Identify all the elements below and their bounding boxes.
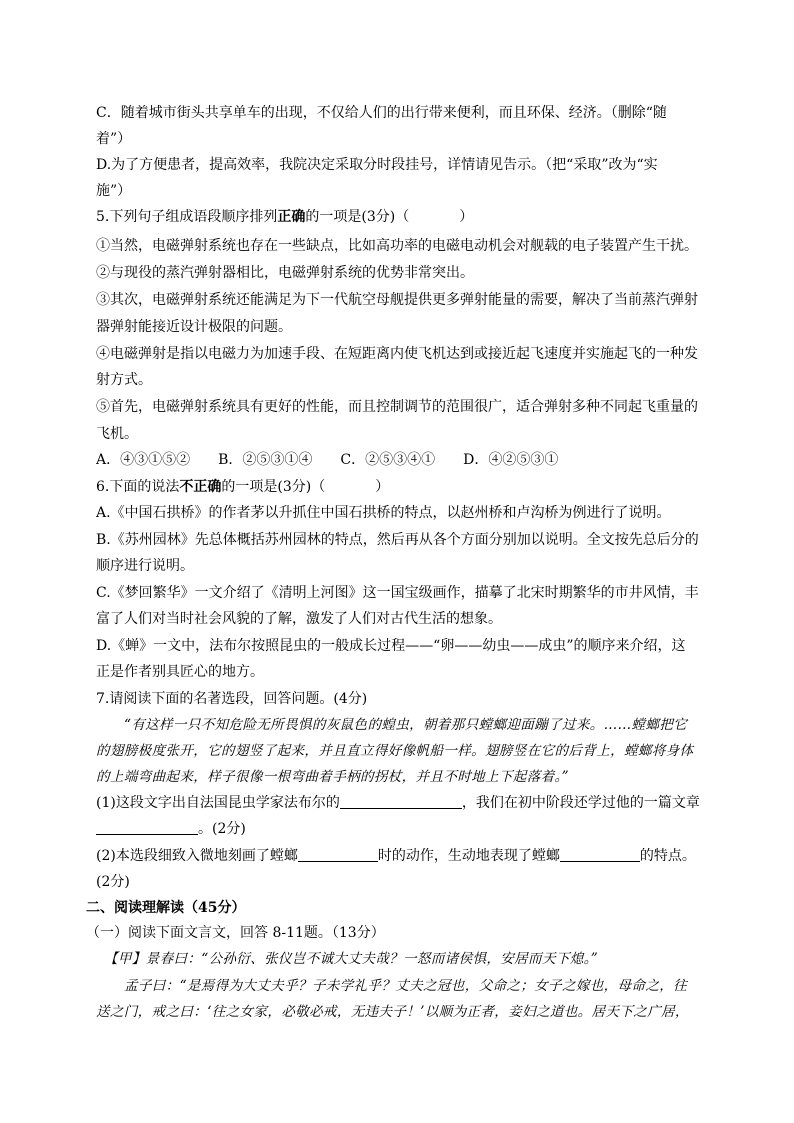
q7-2-mid: 时的动作，生动地表现了螳螂 [377, 848, 560, 864]
q7-2-blank-trait[interactable] [560, 847, 640, 862]
q6-option-d-line-2: 正是作者别具匠心的地方。 [96, 664, 264, 680]
q6-stem-pre: 6.下面的说法 [96, 479, 180, 495]
q7-1-mid: ，我们在初中阶段还学过他的一篇文章 [461, 795, 700, 811]
option-d-line-2: 施”） [96, 183, 132, 199]
option-c-line-1: C．随着城市街头共享单车的出现，不仅给人们的出行带来便利，而且环保、经济。（删除“随 [96, 105, 667, 121]
q7-2-post: 的特点。 [639, 848, 696, 864]
sentence-3-line-1: ③其次，电磁弹射系统还能满足为下一代航空母舰提供更多弹射能量的需要，解决了当前蒸汽弹射 [96, 292, 698, 308]
sentence-5-line-1: ⑤首先，电磁弹射系统具有更好的性能，而且控制调节的范围很广，适合弹射多种不同起飞重量的 [96, 399, 698, 415]
q7-1-blank-article[interactable] [96, 820, 198, 835]
q7-1-post: 。(2分) [198, 821, 246, 837]
q6-option-b-line-2: 顺序进行说明。 [96, 558, 194, 574]
q6-stem-post: 的一项是(3分)（ [221, 479, 326, 495]
q7-1-blank-book[interactable] [340, 794, 462, 809]
quote-line-3: 的上端弯曲起来，样子很像一根弯曲着手柄的拐杖，并且不时地上下起落着。” [96, 769, 569, 785]
sentence-3-line-2: 器弹射能接近设计极限的问题。 [96, 319, 292, 335]
q7-part-1-line-1 [96, 794, 716, 812]
part-1-heading: （一）阅读下面文言文，回答 8-11题。（13分） [86, 925, 385, 941]
question-5-stem [96, 208, 716, 226]
q5-stem-pre: 5.下列句子组成语段顺序排列 [96, 209, 278, 225]
jia-line-3: 送之门，戒之曰：‘往之女家，必敬必戒，无违夫子！’以顺为正者，妾妇之道也。居天下之广居， [96, 1004, 689, 1020]
section-2-heading: 二、阅读理解读（45分） [86, 900, 246, 916]
q5-stem-bold: 正确 [277, 209, 306, 225]
jia-line-2: 孟子曰：“是焉得为大丈夫乎？子未学礼乎？丈夫之冠也，父命之；女子之嫁也，母命之，往 [124, 978, 687, 994]
q6-option-d-line-1: D.《蝉》一文中，法布尔按照昆虫的一般成长过程——“卵——幼虫——成虫”的顺序来介绍，这 [96, 638, 686, 654]
sentence-2: ②与现役的蒸汽弹射器相比，电磁弹射系统的优势非常突出。 [96, 265, 474, 281]
q7-part-2-score: (2分) [96, 874, 130, 890]
jia-line-1: 【甲】景春曰：“公孙衍、张仪岂不诚大丈夫哉？一怒而诸侯惧，安居而天下熄。” [104, 951, 598, 967]
q7-1-pre: (1)这段文字出自法国昆虫学家法布尔的 [96, 795, 340, 811]
q7-2-pre: (2)本选段细致入微地刻画了螳螂 [96, 848, 298, 864]
q6-option-c-line-2: 富了人们对当时社会风貌的了解，激发了人们对古代生活的想象。 [96, 611, 502, 627]
q6-option-b-line-1: B.《苏州园林》先总体概括苏州园林的特点，然后再从各个方面分别加以说明。全文按先总后分的 [96, 532, 699, 548]
q6-stem-close: ） [375, 479, 390, 495]
q7-part-1-line-2 [96, 820, 716, 838]
quote-line-2: 的翅膀极度张开，它的翅竖了起来，并且直立得好像帆船一样。翅膀竖在它的后背上，螳螂将身体 [96, 743, 694, 759]
q7-2-blank-action[interactable] [298, 847, 378, 862]
q7-part-2-line-1 [96, 847, 716, 865]
q5-stem-post: 的一项是(3分)（ [305, 209, 410, 225]
sentence-4-line-2: 射方式。 [96, 372, 152, 388]
sentence-1: ①当然，电磁弹射系统也存在一些缺点，比如高功率的电磁电动机会对舰载的电子装置产生干扰。 [96, 238, 698, 254]
question-6-stem [96, 478, 716, 496]
option-c-line-2: 着”） [96, 131, 132, 147]
question-5-options: A．④③①⑤② B．②⑤③①④ C．②⑤③④① D．④②⑤③① [96, 452, 559, 468]
sentence-4-line-1: ④电磁弹射是指以电磁力为加速手段、在短距离内使飞机达到或接近起飞速度并实施起飞的一种发 [96, 346, 698, 362]
q6-stem-bold: 不正确 [179, 479, 222, 495]
q6-option-c-line-1: C.《梦回繁华》一文介绍了《清明上河图》这一国宝级画作，描摹了北宋时期繁华的市井风情，丰 [96, 585, 699, 601]
question-7-stem: 7.请阅读下面的名著选段，回答问题。(4分) [96, 691, 368, 707]
quote-line-1: “有这样一只不知危险无所畏惧的灰鼠色的蝗虫，朝着那只螳螂迎面蹦了过来。……螳螂把它 [124, 717, 687, 733]
sentence-5-line-2: 飞机。 [96, 426, 138, 442]
q6-option-a: A.《中国石拱桥》的作者茅以升抓住中国石拱桥的特点，以赵州桥和卢沟桥为例进行了说明。 [96, 505, 671, 521]
option-d-line-1: D.为了方便患者，提高效率，我院决定采取分时段挂号，详情请见告示。（把“采取”改为“实 [96, 157, 658, 173]
q5-stem-close: ） [459, 209, 474, 225]
